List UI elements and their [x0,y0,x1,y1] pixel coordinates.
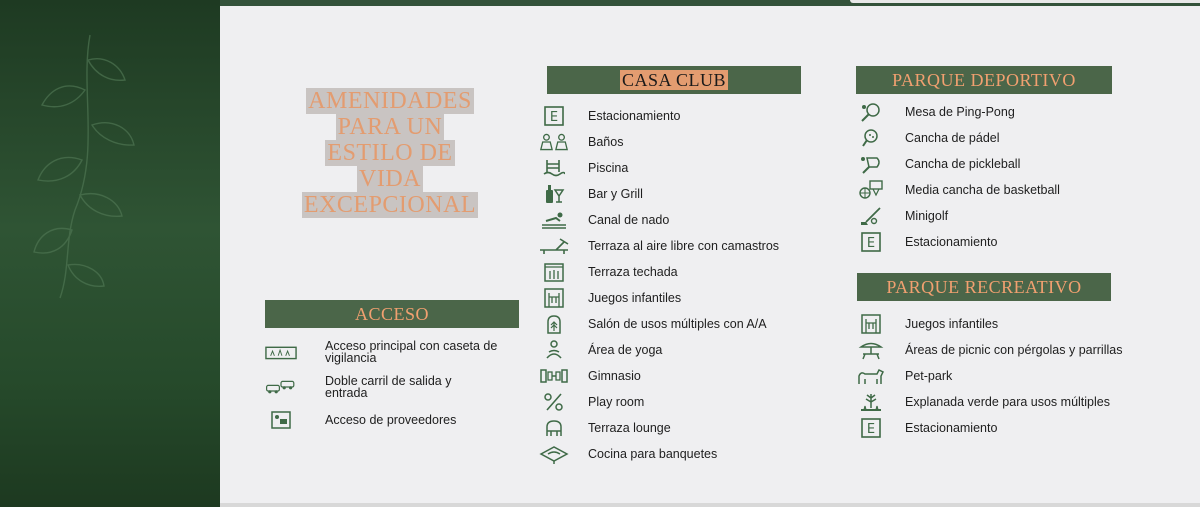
list-item: Acceso de proveedores [265,410,565,430]
parking-icon [855,232,887,252]
list-item: Cocina para banquetes [538,444,717,464]
delivery-icon [265,410,297,430]
multipurpose-icon [538,314,570,334]
acceso-header: ACCESO [265,300,519,328]
parking-icon [538,106,570,126]
minigolf-icon [855,206,887,226]
list-item: Minigolf [855,206,948,226]
page-title: AMENIDADES PARA UN ESTILO DE VIDA EXCEPCIONAL [303,88,477,218]
list-item: Pet-park [855,366,952,386]
list-item: Áreas de picnic con pérgolas y parrillas [855,340,1122,360]
list-item: Canal de nado [538,210,669,230]
swim-icon [538,210,570,230]
lawn-icon [855,392,887,412]
amenities-card [220,6,1200,503]
list-item: E Estacionamiento [855,232,997,252]
list-item: Doble carril de salida y entrada [265,375,565,399]
list-item: Juegos infantiles [855,314,998,334]
pool-icon [538,158,570,178]
svg-text:E: E [866,422,876,437]
gate-icon [265,342,297,362]
casa-club-header: CASA CLUB [547,66,801,94]
list-item: E Estacionamiento [855,418,997,438]
list-item: Play room [538,392,644,412]
svg-text:E: E [549,110,559,125]
playroom-icon [538,392,570,412]
list-item: Terraza techada [538,262,678,282]
bottom-strip [220,503,1200,507]
list-item: Mesa de Ping-Pong [855,102,1015,122]
list-item: Salón de usos múltiples con A/A [538,314,767,334]
parque-deportivo-header: PARQUE DEPORTIVO [856,66,1112,94]
list-item: Acceso principal con caseta de vigilancia [265,340,565,364]
list-item: Terraza lounge [538,418,671,438]
restroom-icon [538,132,570,152]
list-item: Gimnasio [538,366,641,386]
decorative-side-panel [0,0,220,507]
list-item: Terraza al aire libre con camastros [538,236,779,256]
list-item: Bar y Grill [538,184,643,204]
list-item: Explanada verde para usos múltiples [855,392,1110,412]
basketball-icon [855,180,887,200]
picnic-icon [855,340,887,360]
cars-icon [265,377,297,397]
lounger-icon [538,236,570,256]
list-item: Área de yoga [538,340,662,360]
bar-icon [538,184,570,204]
ping-pong-icon [855,102,887,122]
lounge-icon [538,418,570,438]
pickleball-icon [855,154,887,174]
list-item: E Estacionamiento [538,106,680,126]
list-item: Baños [538,132,623,152]
yoga-icon [538,340,570,360]
list-item: Juegos infantiles [538,288,681,308]
parking-icon [855,418,887,438]
dumbbell-icon [538,366,570,386]
pet-park-icon [855,366,887,386]
list-item: Piscina [538,158,628,178]
playground-icon [538,288,570,308]
covered-terrace-icon [538,262,570,282]
banquet-icon [538,444,570,464]
list-item: Media cancha de basketball [855,180,1060,200]
list-item: Cancha de pickleball [855,154,1020,174]
parque-recreativo-header: PARQUE RECREATIVO [857,273,1111,301]
padel-icon [855,128,887,148]
playground-icon [855,314,887,334]
svg-text:E: E [866,236,876,251]
leaf-emboss-illustration [30,30,140,300]
list-item: Cancha de pádel [855,128,1000,148]
